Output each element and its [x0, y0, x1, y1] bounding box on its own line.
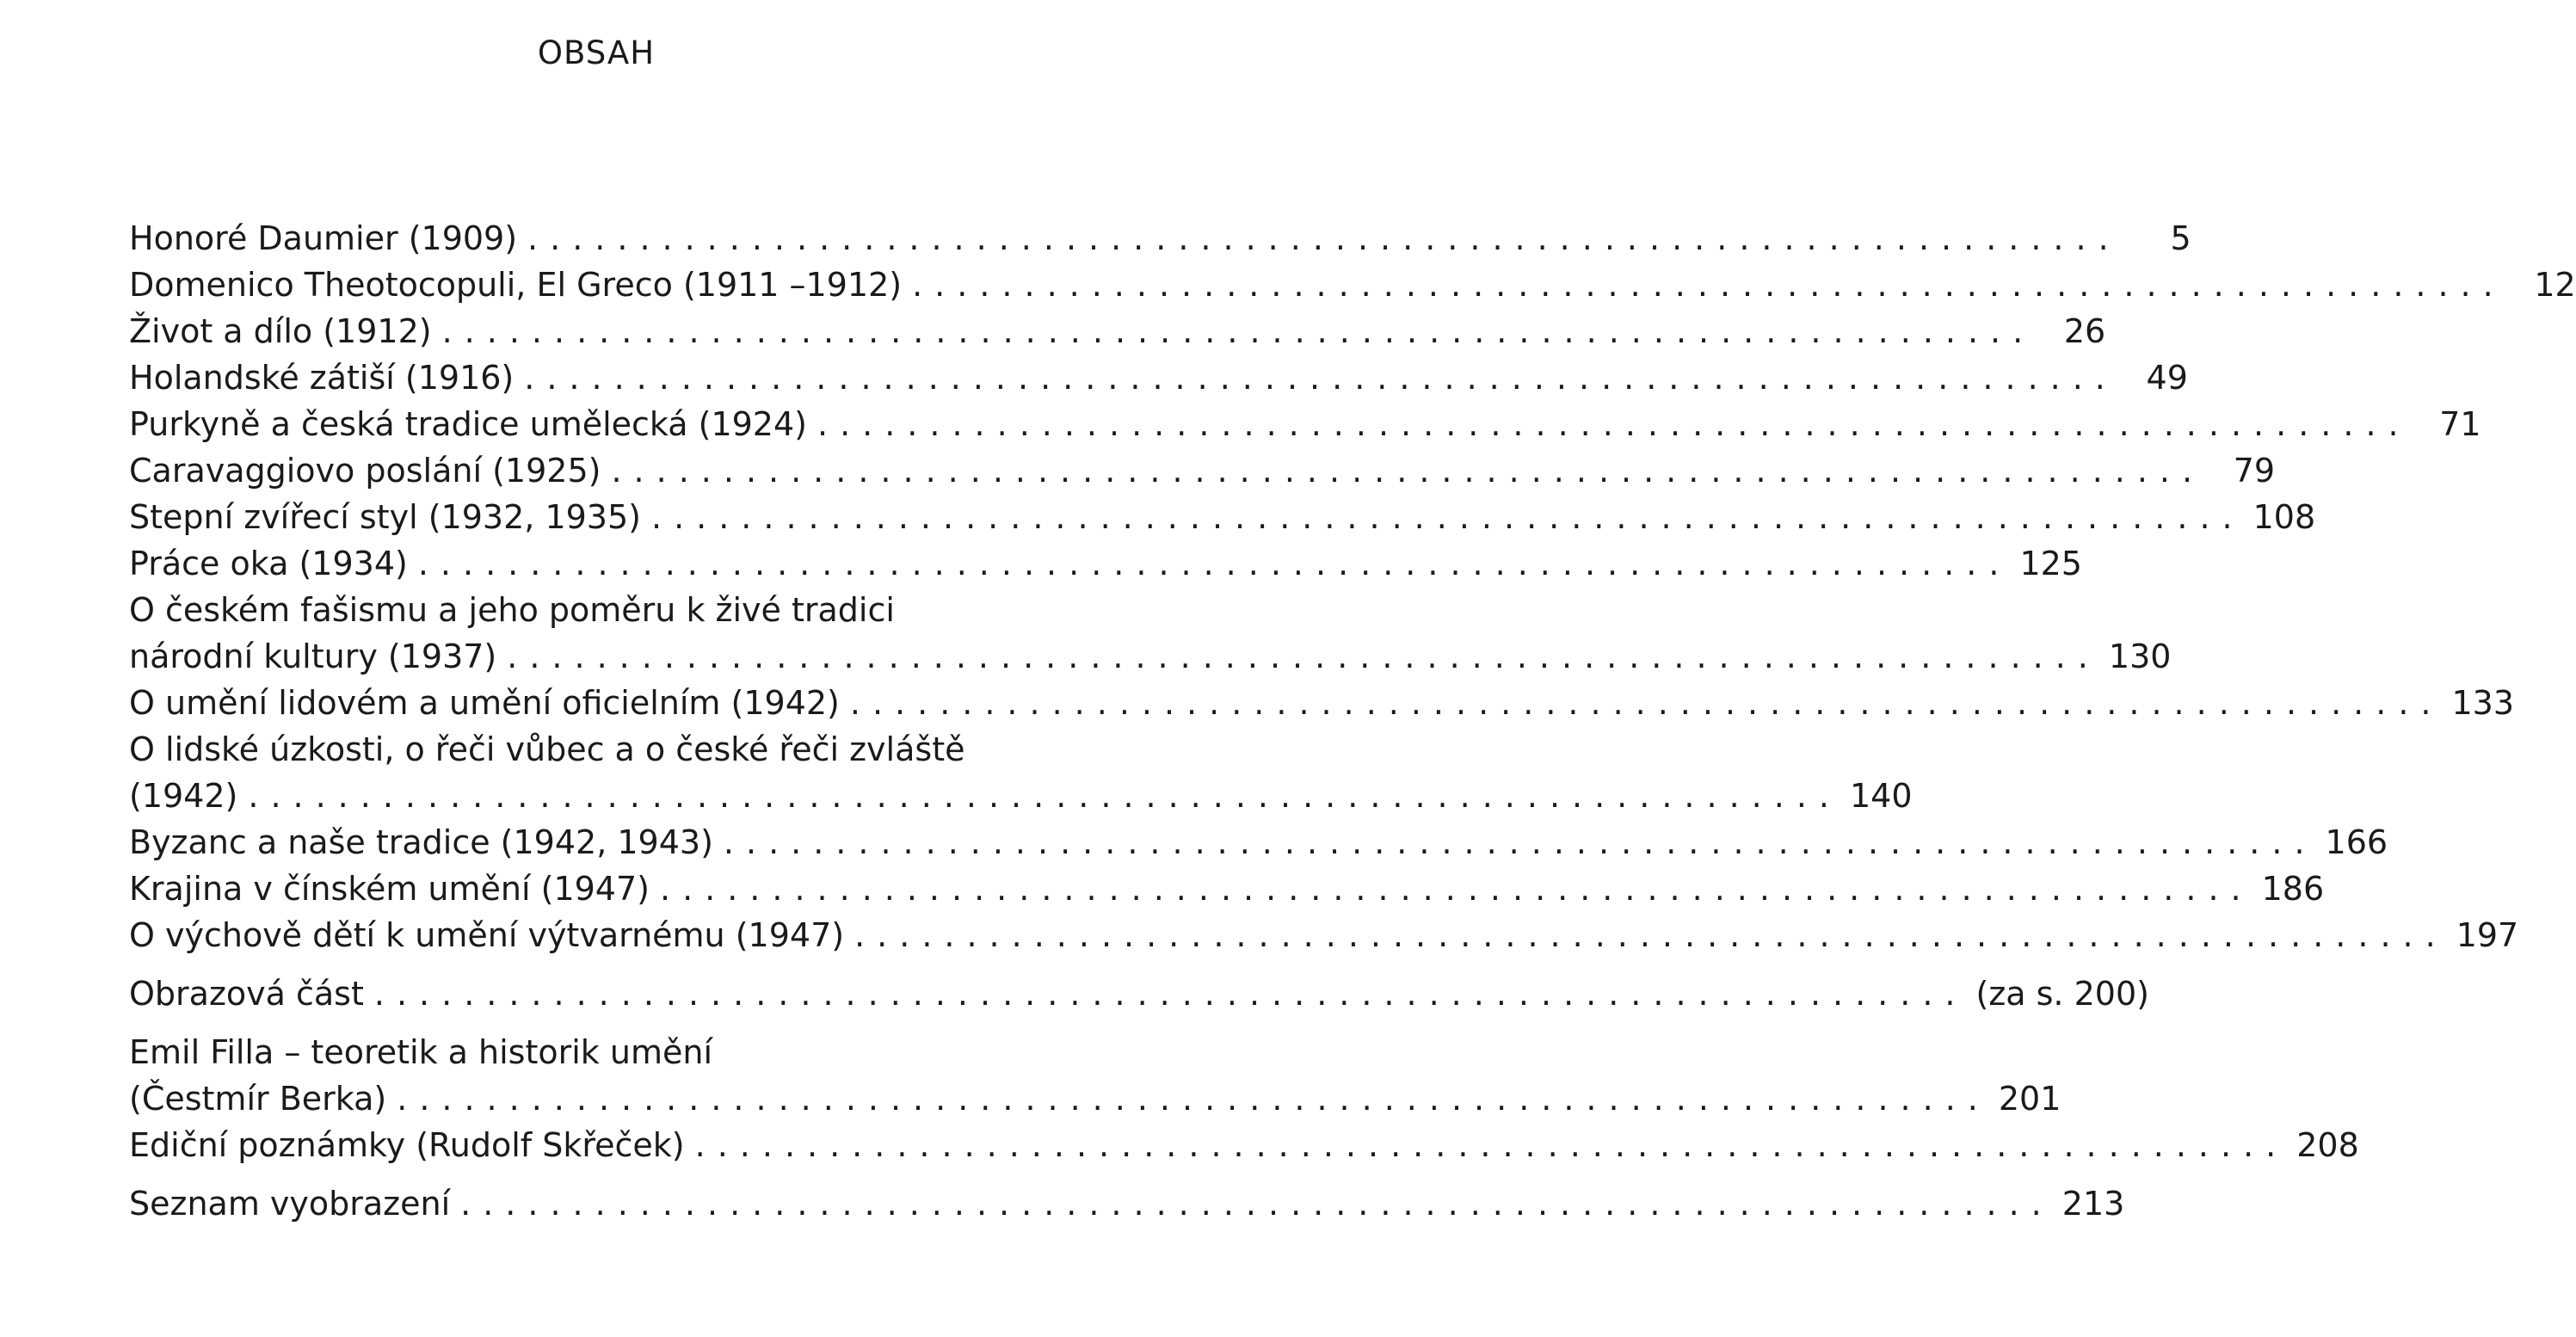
- entry-title: Obrazová část: [129, 975, 364, 1013]
- toc-entry: [129, 970, 2149, 1017]
- table-of-contents: [129, 215, 2576, 1227]
- entry-title: O umění lidovém a umění oficielním (1942): [129, 684, 840, 722]
- entry-page-number: 5: [2170, 219, 2191, 257]
- dot-leader: .......................................................................: [849, 684, 2444, 722]
- toc-entry: [129, 1122, 2359, 1168]
- toc-entry: [129, 540, 2082, 587]
- entry-page-number: 130: [2108, 638, 2172, 675]
- entry-page-number: 208: [2296, 1126, 2359, 1164]
- dot-leader: .......................................................................: [694, 1126, 2289, 1164]
- entry-title: Caravaggiovo poslání (1925): [129, 452, 601, 490]
- toc-entry: [129, 354, 2188, 401]
- toc-entry: [129, 215, 2191, 262]
- entry-page-number: 49: [2146, 359, 2188, 397]
- toc-entry: [129, 308, 2106, 354]
- entry-title-continued: (Čestmír Berka): [129, 1080, 387, 1118]
- entry-title: Stepní zvířecí styl (1932, 1935): [129, 498, 641, 536]
- entry-title-continued: národní kultury (1937): [129, 638, 497, 675]
- entry-page-number: 213: [2061, 1185, 2125, 1223]
- entry-page-number: 108: [2252, 498, 2316, 536]
- dot-leader: .......................................................................: [611, 452, 2205, 490]
- dot-leader: .......................................................................: [397, 1080, 1990, 1118]
- entry-page-number: (za s. 200): [1975, 975, 2149, 1013]
- dot-leader: .......................................................................: [524, 359, 2117, 397]
- toc-entry: [129, 680, 2515, 726]
- toc-entry: [129, 401, 2481, 447]
- entry-page-number: 12: [2534, 266, 2576, 304]
- toc-entry: [129, 726, 1913, 819]
- entry-page-number: 166: [2325, 823, 2388, 861]
- entry-title: Ediční poznámky (Rudolf Skřeček): [129, 1126, 685, 1164]
- dot-leader: .......................................................................: [659, 870, 2253, 908]
- entry-title: O výchově dětí k umění výtvarnému (1947): [129, 916, 845, 954]
- entry-page-number: 125: [2019, 545, 2082, 582]
- entry-title: O českém fašismu a jeho poměru k živé tradici: [129, 591, 895, 629]
- toc-entry: [129, 262, 2576, 308]
- entry-page-number: 133: [2451, 684, 2515, 722]
- entry-title: Seznam vyobrazení: [129, 1185, 451, 1223]
- toc-entry: [129, 1029, 2061, 1122]
- toc-entry: [129, 587, 2172, 680]
- dot-leader: .......................................................................: [460, 1185, 2054, 1223]
- entry-title: Domenico Theotocopuli, El Greco (1911 –1912): [129, 266, 903, 304]
- dot-leader: .......................................................................: [417, 545, 2012, 582]
- entry-title: Krajina v čínském umění (1947): [129, 870, 650, 908]
- entry-title: Purkyně a česká tradice umělecká (1924): [129, 405, 807, 443]
- entry-title: Byzanc a naše tradice (1942, 1943): [129, 823, 713, 861]
- dot-leader: .......................................................................: [373, 975, 1968, 1013]
- entry-title: Život a dílo (1912): [129, 312, 432, 350]
- dot-leader: .......................................................................: [817, 405, 2411, 443]
- toc-entry: [129, 866, 2325, 912]
- entry-title: Práce oka (1934): [129, 545, 408, 582]
- dot-leader: .......................................................................: [650, 498, 2245, 536]
- toc-entry: [129, 819, 2388, 866]
- toc-entry: [129, 494, 2316, 540]
- entry-page-number: 71: [2439, 405, 2481, 443]
- entry-page-number: 79: [2233, 452, 2276, 490]
- entry-title: Emil Filla – teoretik a historik umění: [129, 1033, 713, 1071]
- entry-page-number: 140: [1849, 777, 1913, 815]
- entry-title: O lidské úzkosti, o řeči vůbec a o české řeči zvláště: [129, 730, 965, 768]
- toc-heading: OBSAH: [537, 34, 656, 71]
- dot-leader: .......................................................................: [527, 219, 2121, 257]
- dot-leader: .......................................................................: [441, 312, 2036, 350]
- entry-title: Holandské zátiší (1916): [129, 359, 515, 397]
- entry-title: Honoré Daumier (1909): [129, 219, 518, 257]
- dot-leader: .......................................................................: [507, 638, 2100, 675]
- dot-leader: .......................................................................: [912, 266, 2505, 304]
- dot-leader: .......................................................................: [854, 916, 2448, 954]
- toc-entry: [129, 1180, 2125, 1227]
- entry-page-number: 186: [2261, 870, 2325, 908]
- entry-page-number: 197: [2456, 916, 2519, 954]
- entry-page-number: 26: [2063, 312, 2106, 350]
- toc-entry: [129, 912, 2519, 958]
- entry-title-continued: (1942): [129, 777, 238, 815]
- dot-leader: .......................................................................: [723, 823, 2317, 861]
- entry-page-number: 201: [1998, 1080, 2061, 1118]
- toc-entry: [129, 447, 2276, 494]
- dot-leader: .......................................................................: [248, 777, 1841, 815]
